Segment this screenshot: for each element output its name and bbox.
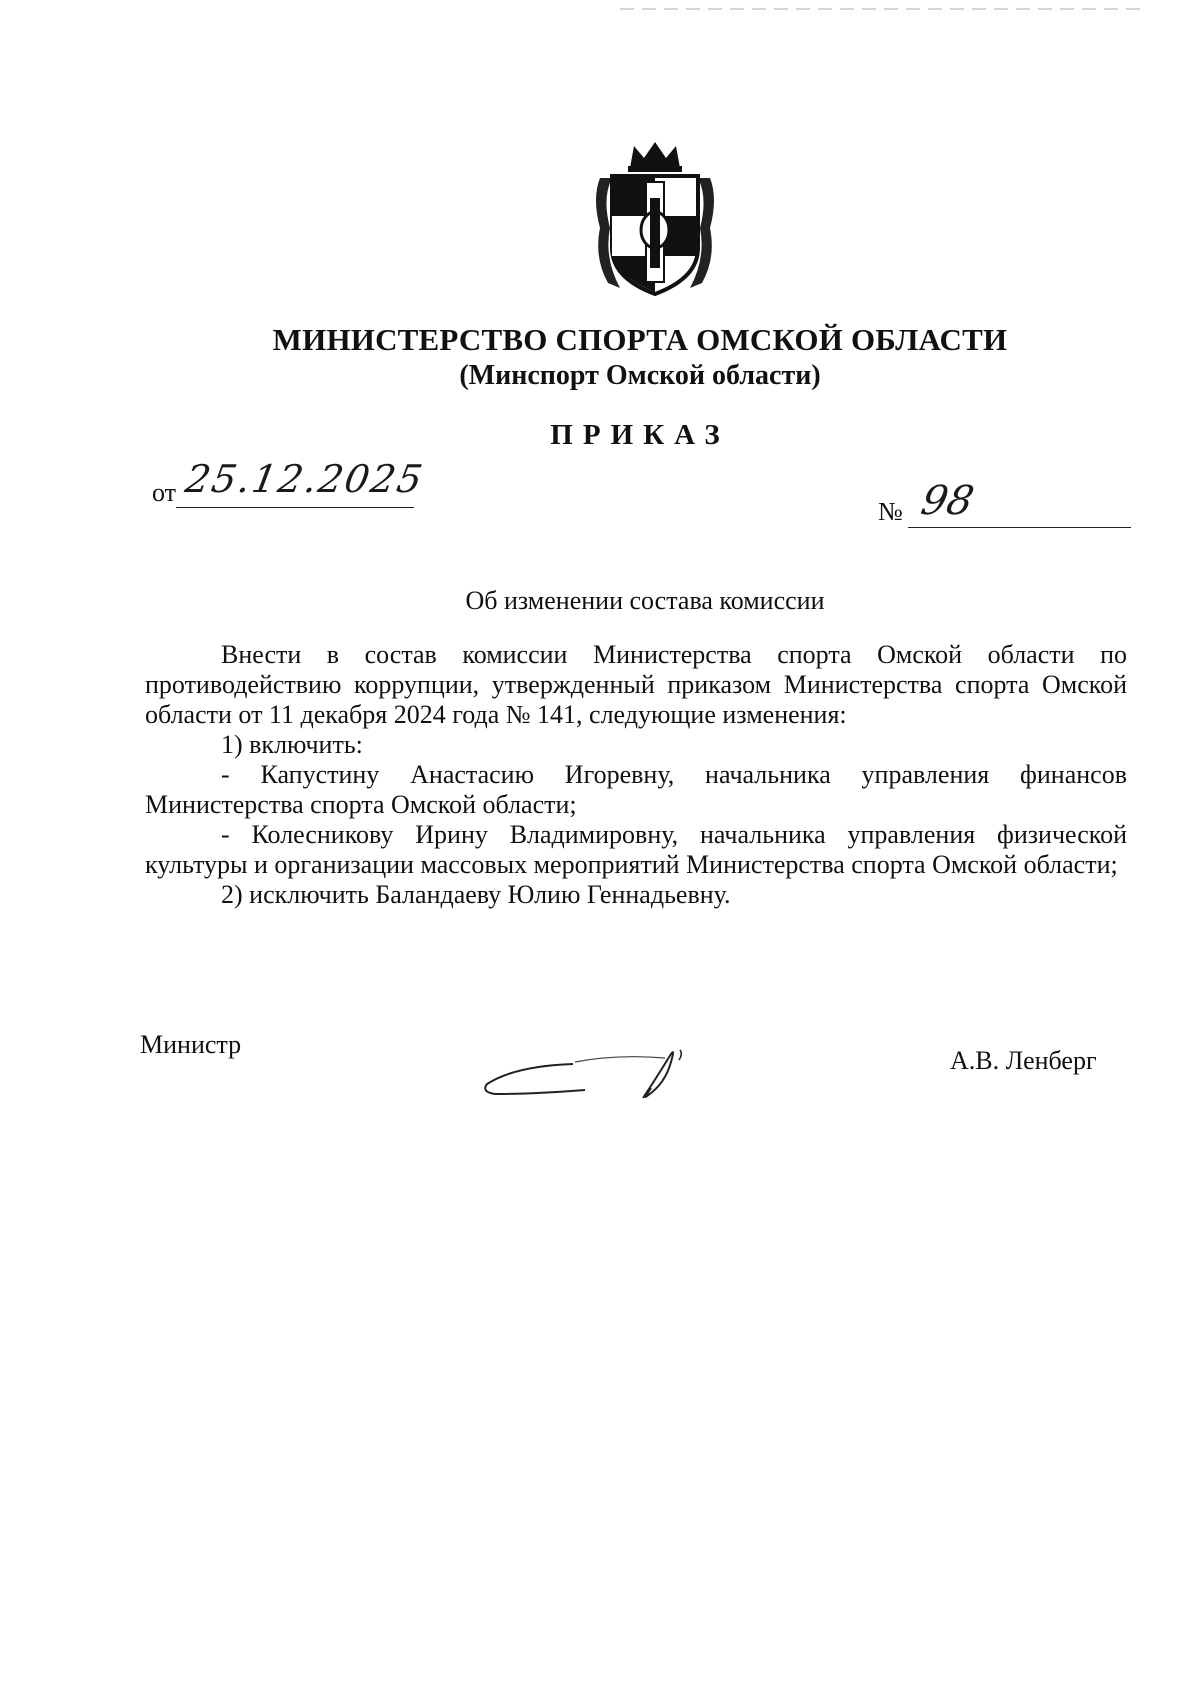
date-value: 25.12.2025 [182, 457, 428, 501]
number-label: № [878, 497, 903, 526]
date-underline [176, 507, 414, 508]
body-paragraph: 1) включить: [221, 730, 363, 759]
organization-name: МИНИСТЕРСТВО СПОРТА ОМСКОЙ ОБЛАСТИ [272, 322, 1008, 357]
date-label: от [152, 478, 177, 507]
document-body [145, 640, 1127, 910]
signatory-role: Министр [140, 1030, 242, 1059]
signatory-name: А.В. Ленберг [950, 1046, 1097, 1075]
body-paragraph: Внести в состав комиссии Министерства спорта Омской области по противодействию коррупции, утвержденный приказом Министерства спорта Омской области от 11 декабря 2024 года № 141, следующие изменения: [145, 640, 1127, 729]
coat-of-arms-icon [590, 138, 720, 298]
body-paragraph: - Капустину Анастасию Игоревну, начальника управления финансов Министерства спорта Омской области; [145, 760, 1127, 819]
document-type-title: ПРИКАЗ [550, 419, 730, 451]
number-value: 98 [917, 478, 978, 524]
organization-short-name: (Минспорт Омской области) [459, 360, 821, 391]
number-underline [908, 527, 1131, 528]
handwritten-signature [475, 1028, 725, 1100]
body-paragraph: - Колесникову Ирину Владимировну, начальника управления физической культуры и организации массовых мероприятий Министерства спорта Омской области; [145, 820, 1127, 879]
scan-artifact-line [620, 8, 1140, 10]
document-subject: Об изменении состава комиссии [465, 586, 825, 615]
body-paragraph: 2) исключить Баландаеву Юлию Геннадьевну. [221, 880, 731, 909]
